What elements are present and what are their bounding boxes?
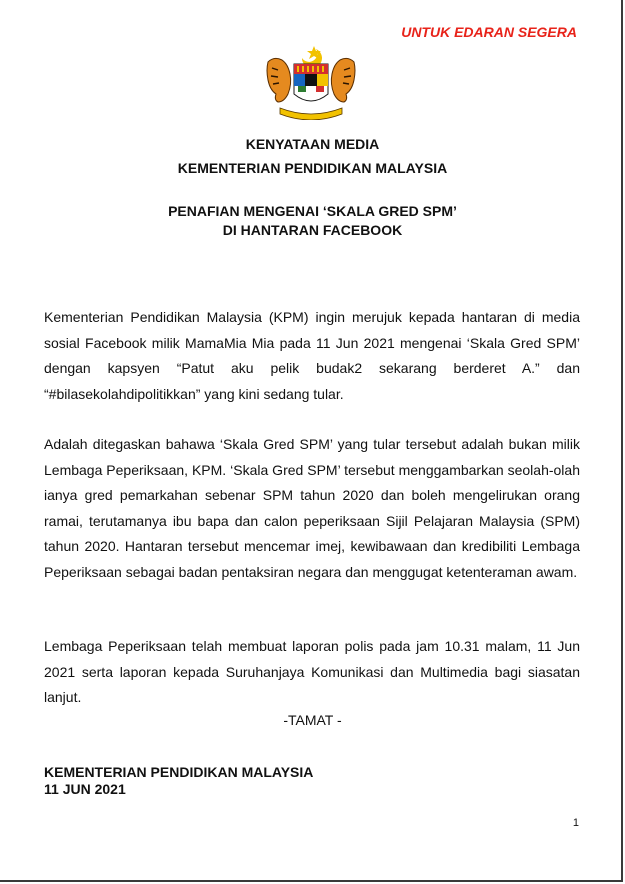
malaysia-coat-of-arms-icon xyxy=(258,44,364,120)
subject-line-1: PENAFIAN MENGENAI ‘SKALA GRED SPM’ xyxy=(168,203,457,219)
media-statement-heading: KENYATAAN MEDIA xyxy=(245,136,380,152)
subject-line-2: DI HANTARAN FACEBOOK xyxy=(222,222,403,238)
body-paragraph-1: Kementerian Pendidikan Malaysia (KPM) ingin merujuk kepada hantaran di media sosial Facebook milik MamaMia Mia pada 11 Jun 2021 mengenai ‘Skala Gred SPM’ dengan kapsyen “Patut aku pelik budak2 sekarang berderet A.” dan “#bilasekolahdipolitikkan” yang kini sedang tular. xyxy=(44,309,580,402)
signature-date: 11 JUN 2021 xyxy=(44,781,126,797)
page-number: 1 xyxy=(572,817,579,829)
body-paragraph-3: Lembaga Peperiksaan telah membuat laporan polis pada jam 10.31 malam, 11 Jun 2021 serta laporan kepada Suruhanjaya Komunikasi dan Multimedia bagi siasatan lanjut. xyxy=(44,638,580,705)
ministry-heading: KEMENTERIAN PENDIDIKAN MALAYSIA xyxy=(177,160,448,176)
signature-org: KEMENTERIAN PENDIDIKAN MALAYSIA xyxy=(44,764,314,780)
release-label: UNTUK EDARAN SEGERA xyxy=(401,24,577,40)
closing-mark: -TAMAT - xyxy=(283,712,342,728)
body-paragraph-2: Adalah ditegaskan bahawa ‘Skala Gred SPM’ yang tular tersebut adalah bukan milik Lembaga Peperiksaan, KPM. ‘Skala Gred SPM’ tersebut menggambarkan seolah-olah ianya gred pemarkahan sebenar SPM tahun 2020 dan boleh mengelirukan orang ramai, terutamanya ibu bapa dan calon peperiksaan Sijil Pelajaran Malaysia (SPM) tahun 2020. Hantaran tersebut mencemar imej, kewibawaan dan kredibiliti Lembaga Peperiksaan sebagai badan pentaksiran negara dan menggugat ketenteraman awam. xyxy=(44,436,580,580)
